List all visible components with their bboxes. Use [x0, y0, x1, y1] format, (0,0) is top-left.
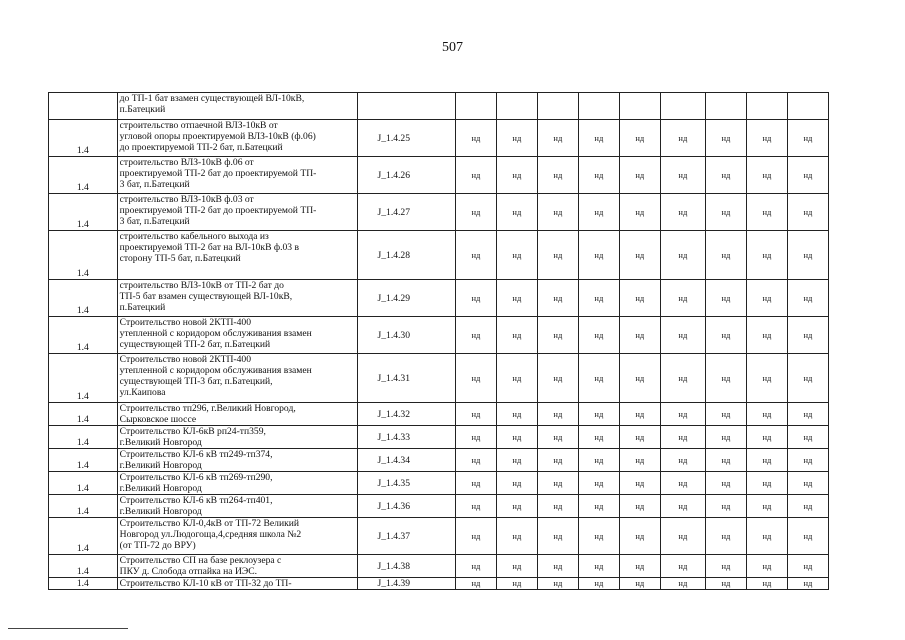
project-code-cell: J_1.4.26: [357, 157, 455, 194]
value-cell: [746, 93, 787, 120]
value-cell: нд: [496, 280, 537, 317]
table-row: [49, 403, 829, 426]
value-cell: нд: [537, 317, 578, 354]
value-cell: нд: [619, 426, 660, 449]
table-row: [49, 194, 829, 231]
value-cell: нд: [496, 426, 537, 449]
row-number-cell: 1.4: [49, 317, 118, 354]
description-cell: [117, 280, 357, 317]
value-cell: нд: [537, 120, 578, 157]
value-cell: нд: [705, 426, 746, 449]
value-cell: нд: [578, 157, 619, 194]
row-number-cell: 1.4: [49, 555, 118, 578]
value-cell: нд: [619, 578, 660, 590]
value-cell: [619, 93, 660, 120]
value-cell: нд: [578, 426, 619, 449]
value-cell: нд: [619, 120, 660, 157]
description-cell: [117, 495, 357, 518]
value-cell: нд: [705, 518, 746, 555]
value-cell: нд: [660, 495, 705, 518]
project-code-cell: J_1.4.33: [357, 426, 455, 449]
row-number-cell: 1.4: [49, 280, 118, 317]
value-cell: нд: [578, 518, 619, 555]
description-cell: [117, 120, 357, 157]
value-cell: нд: [746, 518, 787, 555]
table-row: [49, 495, 829, 518]
value-cell: нд: [746, 555, 787, 578]
value-cell: нд: [746, 157, 787, 194]
description-text: Строительство КЛ-6 кВ тп264-тп401, г.Великий Новгород: [119, 495, 273, 517]
value-cell: [537, 93, 578, 120]
value-cell: нд: [705, 578, 746, 590]
table-row: [49, 93, 829, 120]
value-cell: нд: [496, 518, 537, 555]
value-cell: нд: [787, 317, 828, 354]
row-number-cell: 1.4: [49, 578, 118, 590]
value-cell: нд: [496, 578, 537, 590]
description-text: Строительство КЛ-6кВ рп24-тп359, г.Великий Новгород: [119, 426, 266, 448]
row-number-cell: 1.4: [49, 157, 118, 194]
value-cell: нд: [537, 280, 578, 317]
value-cell: нд: [619, 157, 660, 194]
value-cell: нд: [660, 194, 705, 231]
value-cell: нд: [619, 449, 660, 472]
value-cell: нд: [537, 354, 578, 403]
value-cell: нд: [660, 555, 705, 578]
value-cell: нд: [578, 280, 619, 317]
value-cell: нд: [787, 518, 828, 555]
value-cell: нд: [578, 231, 619, 280]
value-cell: нд: [705, 449, 746, 472]
value-cell: нд: [537, 403, 578, 426]
description-cell: [117, 555, 357, 578]
value-cell: нд: [746, 194, 787, 231]
row-number-cell: 1.4: [49, 472, 118, 495]
value-cell: нд: [455, 518, 496, 555]
value-cell: нд: [619, 403, 660, 426]
value-cell: нд: [496, 194, 537, 231]
table-row: [49, 555, 829, 578]
value-cell: нд: [496, 317, 537, 354]
value-cell: нд: [537, 231, 578, 280]
value-cell: нд: [578, 354, 619, 403]
value-cell: нд: [496, 157, 537, 194]
project-code-cell: J_1.4.30: [357, 317, 455, 354]
value-cell: нд: [455, 231, 496, 280]
value-cell: нд: [746, 472, 787, 495]
value-cell: нд: [455, 426, 496, 449]
value-cell: нд: [787, 231, 828, 280]
value-cell: нд: [537, 472, 578, 495]
description-text: строительство ВЛЗ-10кВ ф.03 от проектируемой ТП-2 бат до проектируемой ТП- 3 бат, п.Батецкий: [119, 194, 317, 227]
value-cell: нд: [496, 354, 537, 403]
value-cell: нд: [455, 280, 496, 317]
value-cell: нд: [455, 449, 496, 472]
row-number-cell: 1.4: [49, 403, 118, 426]
value-cell: нд: [578, 449, 619, 472]
value-cell: [496, 93, 537, 120]
value-cell: нд: [787, 472, 828, 495]
value-cell: нд: [496, 555, 537, 578]
description-cell: [117, 317, 357, 354]
value-cell: нд: [619, 555, 660, 578]
footnote-rule: [8, 628, 128, 629]
investment-table: [48, 92, 829, 590]
description-cell: [117, 93, 357, 120]
page-number: 507: [442, 40, 463, 55]
description-text: до ТП-1 бат взамен существующей ВЛ-10кВ, п.Батецкий: [119, 93, 305, 115]
description-text: строительство отпаечной ВЛЗ-10кВ от угловой опоры проектируемой ВЛЗ-10кВ (ф.06) до проектируемой ТП-2 бат, п.Батецкий: [119, 120, 316, 153]
project-code-cell: J_1.4.29: [357, 280, 455, 317]
value-cell: [578, 93, 619, 120]
value-cell: нд: [578, 194, 619, 231]
value-cell: нд: [455, 555, 496, 578]
value-cell: нд: [537, 426, 578, 449]
description-text: Строительство КЛ-6 кВ тп249-тп374, г.Великий Новгород: [119, 449, 273, 471]
value-cell: нд: [787, 157, 828, 194]
value-cell: нд: [455, 472, 496, 495]
value-cell: нд: [705, 495, 746, 518]
project-code-cell: J_1.4.38: [357, 555, 455, 578]
value-cell: нд: [619, 194, 660, 231]
value-cell: нд: [787, 120, 828, 157]
value-cell: [705, 93, 746, 120]
value-cell: нд: [705, 280, 746, 317]
value-cell: нд: [496, 449, 537, 472]
value-cell: нд: [578, 472, 619, 495]
row-number-cell: 1.4: [49, 231, 118, 280]
value-cell: нд: [660, 426, 705, 449]
description-text: строительство ВЛЗ-10кВ ф.06 от проектируемой ТП-2 бат до проектируемой ТП- 3 бат, п.Батецкий: [119, 157, 317, 190]
value-cell: нд: [746, 317, 787, 354]
value-cell: нд: [787, 194, 828, 231]
value-cell: нд: [496, 120, 537, 157]
value-cell: нд: [537, 518, 578, 555]
description-cell: [117, 449, 357, 472]
value-cell: нд: [705, 194, 746, 231]
table-row: [49, 120, 829, 157]
table-row: [49, 518, 829, 555]
description-text: Строительство КЛ-6 кВ тп269-тп290, г.Великий Новгород: [119, 472, 273, 494]
row-number-cell: 1.4: [49, 426, 118, 449]
value-cell: нд: [746, 426, 787, 449]
value-cell: нд: [496, 231, 537, 280]
value-cell: нд: [660, 578, 705, 590]
value-cell: нд: [746, 231, 787, 280]
value-cell: нд: [705, 120, 746, 157]
value-cell: нд: [746, 578, 787, 590]
value-cell: нд: [537, 194, 578, 231]
value-cell: нд: [578, 555, 619, 578]
value-cell: нд: [660, 317, 705, 354]
table-row: [49, 317, 829, 354]
value-cell: [787, 93, 828, 120]
value-cell: [660, 93, 705, 120]
table-row: [49, 449, 829, 472]
value-cell: нд: [660, 472, 705, 495]
value-cell: нд: [537, 555, 578, 578]
description-text: Строительство новой 2КТП-400 утепленной с коридором обслуживания взамен существующей ТП-3 бат, п.Батецкий, ул.Каипова: [119, 354, 312, 398]
description-cell: [117, 231, 357, 280]
value-cell: нд: [619, 317, 660, 354]
row-number-cell: 1.4: [49, 449, 118, 472]
value-cell: нд: [455, 120, 496, 157]
value-cell: нд: [455, 403, 496, 426]
project-code-cell: [357, 93, 455, 120]
description-text: строительство кабельного выхода из проектируемой ТП-2 бат на ВЛ-10кВ ф.03 в сторону ТП-5 бат, п.Батецкий: [119, 231, 300, 264]
value-cell: нд: [455, 317, 496, 354]
value-cell: нд: [746, 280, 787, 317]
value-cell: нд: [619, 472, 660, 495]
table-row: [49, 157, 829, 194]
project-code-cell: J_1.4.37: [357, 518, 455, 555]
table-row: [49, 472, 829, 495]
value-cell: нд: [660, 354, 705, 403]
value-cell: нд: [705, 157, 746, 194]
value-cell: [455, 93, 496, 120]
description-text: строительство ВЛЗ-10кВ от ТП-2 бат до ТП-5 бат взамен существующей ВЛ-10кВ, п.Батецкий: [119, 280, 293, 313]
table-row: [49, 280, 829, 317]
row-number-cell: 1.4: [49, 194, 118, 231]
row-number-cell: [49, 93, 118, 120]
value-cell: нд: [578, 120, 619, 157]
value-cell: нд: [619, 495, 660, 518]
value-cell: нд: [537, 495, 578, 518]
value-cell: нд: [619, 280, 660, 317]
value-cell: нд: [746, 449, 787, 472]
description-text: Строительство КЛ-10 кВ от ТП-32 до ТП-: [119, 578, 292, 589]
project-code-cell: J_1.4.35: [357, 472, 455, 495]
project-code-cell: J_1.4.28: [357, 231, 455, 280]
description-text: Строительство СП на базе реклоузера с ПКУ д. Слобода отпайка на ИЭС.: [119, 555, 282, 577]
value-cell: нд: [537, 578, 578, 590]
value-cell: нд: [496, 495, 537, 518]
value-cell: нд: [787, 354, 828, 403]
row-number-cell: 1.4: [49, 495, 118, 518]
description-cell: [117, 518, 357, 555]
value-cell: нд: [578, 317, 619, 354]
value-cell: нд: [705, 231, 746, 280]
row-number-cell: 1.4: [49, 120, 118, 157]
value-cell: нд: [578, 403, 619, 426]
value-cell: нд: [455, 194, 496, 231]
project-code-cell: J_1.4.36: [357, 495, 455, 518]
value-cell: нд: [746, 354, 787, 403]
row-number-cell: 1.4: [49, 518, 118, 555]
value-cell: нд: [455, 157, 496, 194]
project-code-cell: J_1.4.32: [357, 403, 455, 426]
description-cell: [117, 354, 357, 403]
table-row: [49, 231, 829, 280]
description-text: Строительство новой 2КТП-400 утепленной с коридором обслуживания взамен существующей ТП-2 бат, п.Батецкий: [119, 317, 312, 350]
value-cell: нд: [660, 403, 705, 426]
description-cell: [117, 578, 357, 590]
row-number-cell: 1.4: [49, 354, 118, 403]
table-row: [49, 354, 829, 403]
value-cell: нд: [660, 157, 705, 194]
value-cell: нд: [705, 555, 746, 578]
value-cell: нд: [455, 495, 496, 518]
value-cell: нд: [787, 280, 828, 317]
value-cell: нд: [660, 518, 705, 555]
value-cell: нд: [787, 555, 828, 578]
value-cell: нд: [787, 449, 828, 472]
value-cell: нд: [746, 120, 787, 157]
description-cell: [117, 403, 357, 426]
table-body: [49, 93, 829, 590]
value-cell: нд: [787, 495, 828, 518]
value-cell: нд: [660, 231, 705, 280]
value-cell: нд: [619, 518, 660, 555]
description-cell: [117, 194, 357, 231]
project-code-cell: J_1.4.25: [357, 120, 455, 157]
value-cell: нд: [705, 317, 746, 354]
value-cell: нд: [787, 426, 828, 449]
value-cell: нд: [619, 354, 660, 403]
description-cell: [117, 157, 357, 194]
value-cell: нд: [660, 280, 705, 317]
project-code-cell: J_1.4.39: [357, 578, 455, 590]
value-cell: нд: [496, 472, 537, 495]
project-code-cell: J_1.4.31: [357, 354, 455, 403]
description-text: Строительство КЛ-0,4кВ от ТП-72 Великий Новгород ул.Людогоща,4,средняя школа №2 (от ТП-72 до ВРУ): [119, 518, 302, 551]
value-cell: нд: [455, 354, 496, 403]
value-cell: нд: [619, 231, 660, 280]
value-cell: нд: [787, 403, 828, 426]
value-cell: нд: [537, 449, 578, 472]
project-code-cell: J_1.4.34: [357, 449, 455, 472]
value-cell: нд: [537, 157, 578, 194]
value-cell: нд: [787, 578, 828, 590]
value-cell: нд: [660, 120, 705, 157]
value-cell: нд: [746, 403, 787, 426]
value-cell: нд: [746, 495, 787, 518]
value-cell: нд: [578, 495, 619, 518]
value-cell: нд: [660, 449, 705, 472]
value-cell: нд: [578, 578, 619, 590]
description-cell: [117, 472, 357, 495]
value-cell: нд: [705, 403, 746, 426]
table-row: [49, 426, 829, 449]
description-cell: [117, 426, 357, 449]
value-cell: нд: [705, 472, 746, 495]
value-cell: нд: [705, 354, 746, 403]
description-text: Строительство тп296, г.Великий Новгород, Сырковское шоссе: [119, 403, 296, 425]
value-cell: нд: [455, 578, 496, 590]
project-code-cell: J_1.4.27: [357, 194, 455, 231]
value-cell: нд: [496, 403, 537, 426]
table-row: [49, 578, 829, 590]
